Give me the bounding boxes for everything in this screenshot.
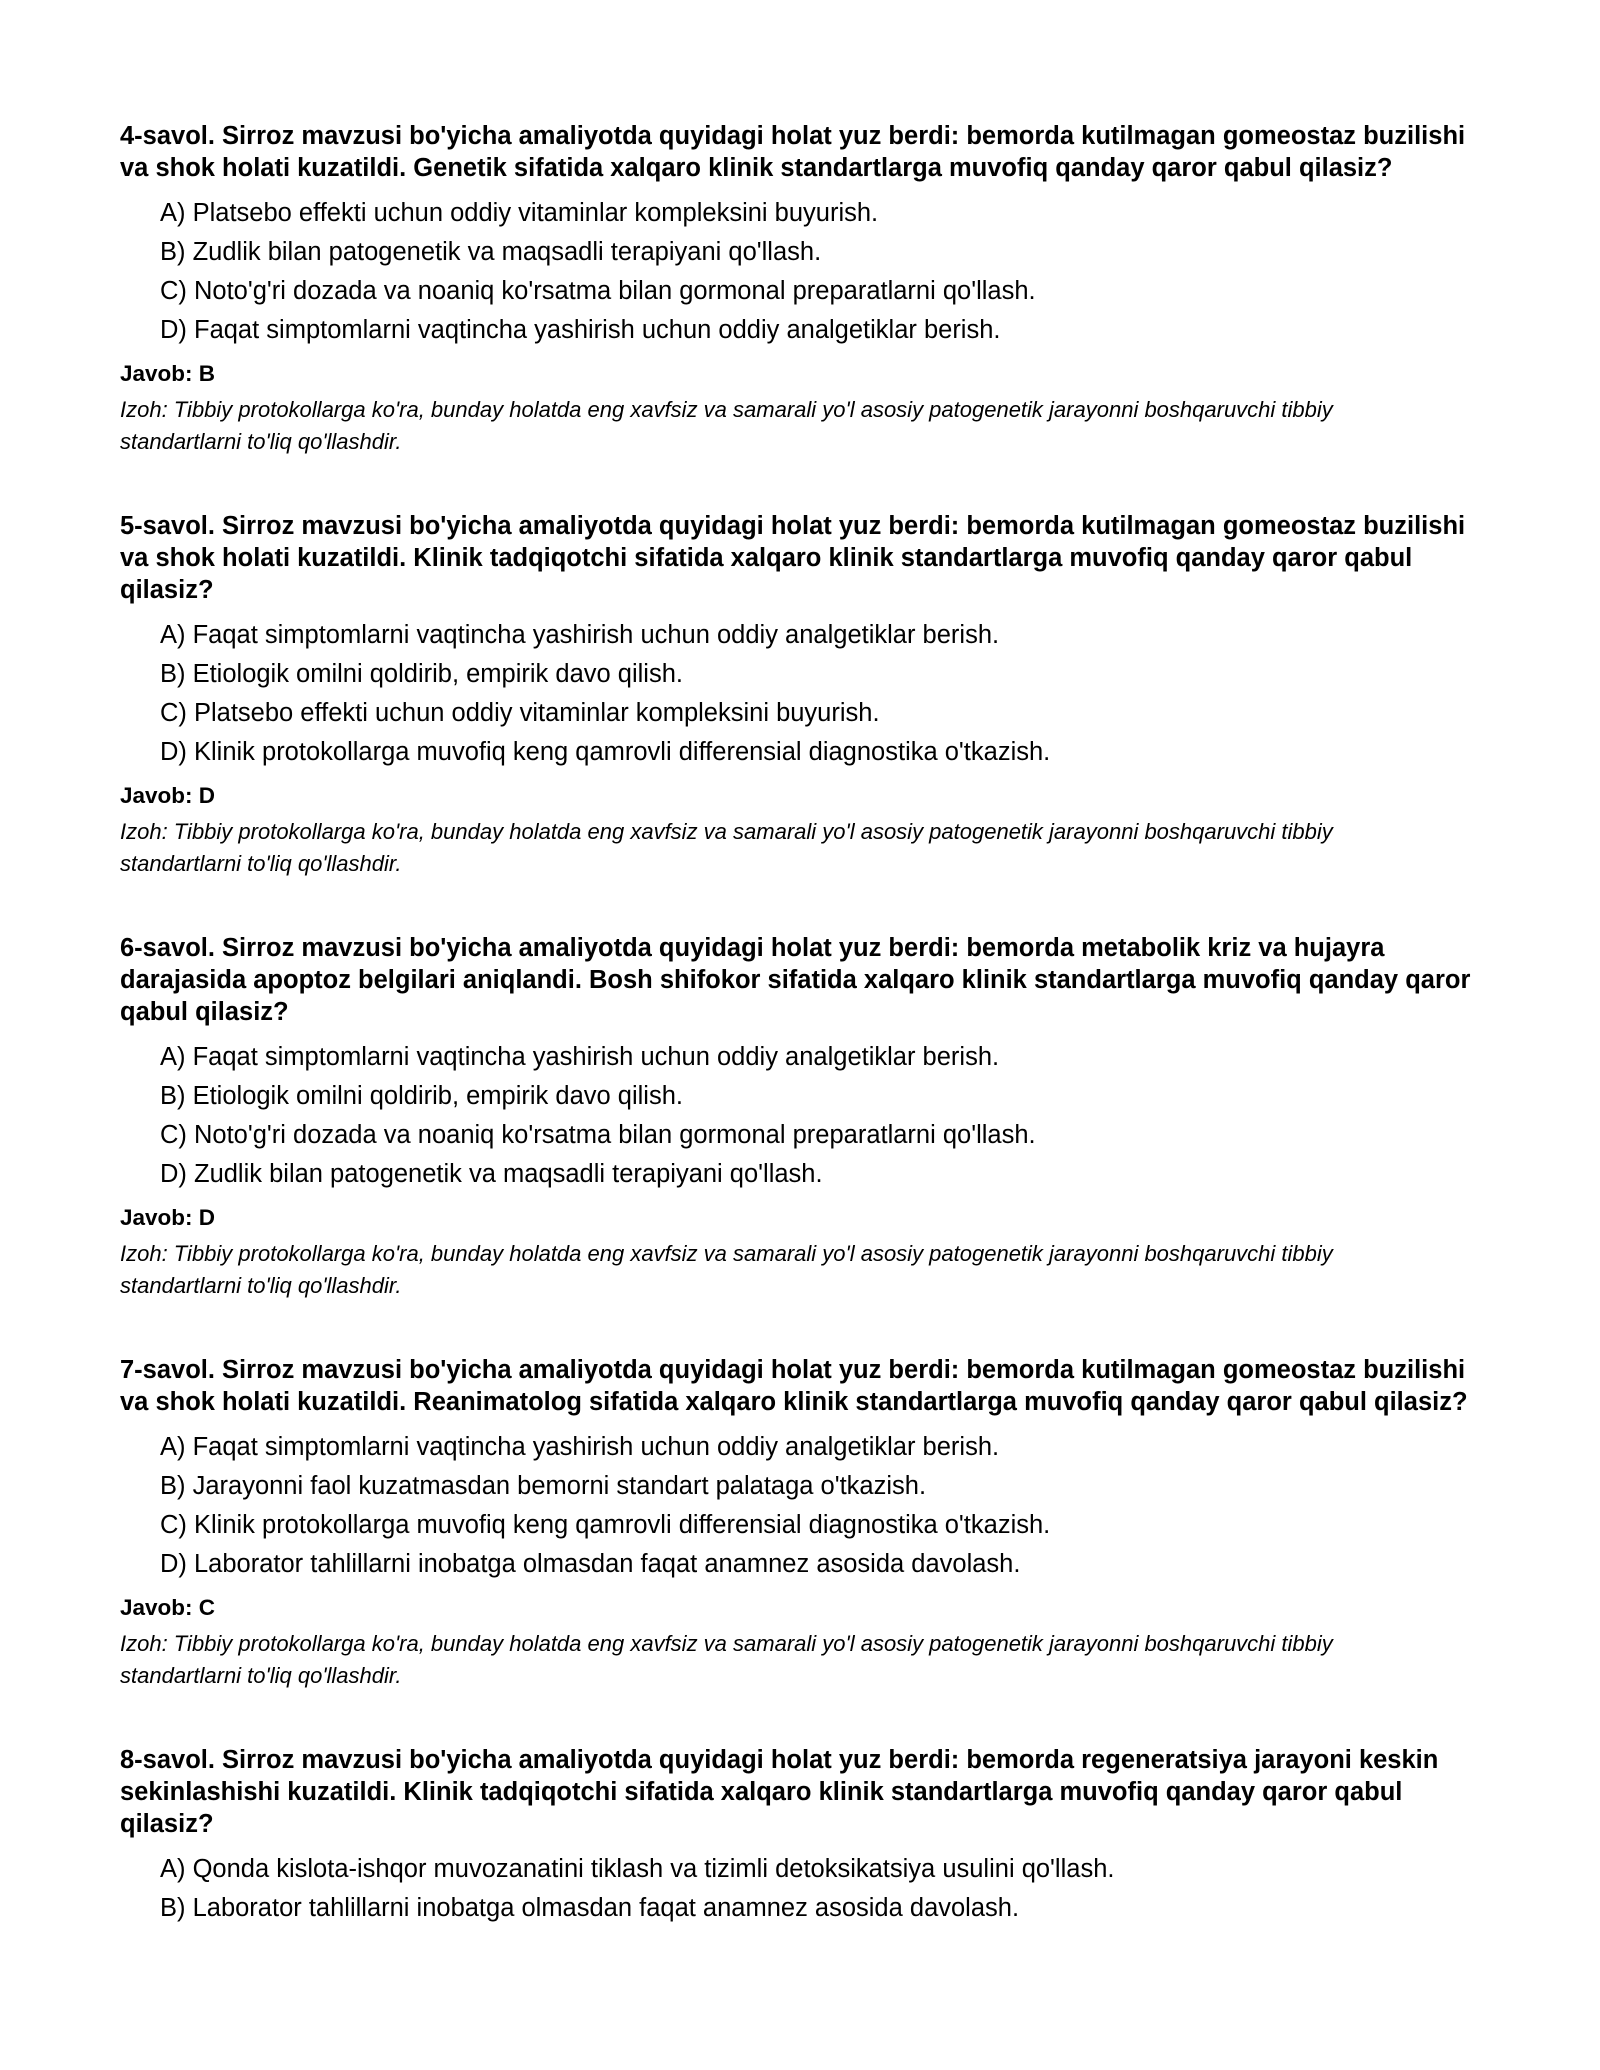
explanation-note: Izoh: Tibbiy protokollarga ko'ra, bunday holatda eng xavfsiz va samarali yo'l asosiy patogenetik jarayonni boshqaruvchi tibbiy standartlarni to'liq qo'llashdir. (120, 397, 1333, 454)
answer-label: Javob: D (120, 783, 216, 808)
option-b: B) Etiologik omilni qoldirib, empirik davo qilish. (160, 1082, 683, 1110)
question-block-4 (120, 120, 1500, 458)
options-list (160, 1850, 1500, 1928)
question-title: 4-savol. Sirroz mavzusi bo'yicha amaliyotda quyidagi holat yuz berdi: bemorda kutilmagan gomeostaz buzilishi va shok holati kuzatildi. Genetik sifatida xalqaro klinik standartlarga muvofiq qanday qaror qabul qilasiz? (120, 122, 1466, 182)
explanation-note: Izoh: Tibbiy protokollarga ko'ra, bunday holatda eng xavfsiz va samarali yo'l asosiy patogenetik jarayonni boshqaruvchi tibbiy standartlarni to'liq qo'llashdir. (120, 1241, 1333, 1298)
option-a: A) Faqat simptomlarni vaqtincha yashirish uchun oddiy analgetiklar berish. (160, 1433, 1000, 1461)
question-block-7 (120, 1354, 1500, 1692)
option-d: D) Faqat simptomlarni vaqtincha yashirish uchun oddiy analgetiklar berish. (160, 316, 1001, 344)
option-c: C) Klinik protokollarga muvofiq keng qamrovli differensial diagnostika o'tkazish. (160, 1511, 1051, 1539)
option-b: B) Jarayonni faol kuzatmasdan bemorni standart palataga o'tkazish. (160, 1472, 927, 1500)
option-a: A) Faqat simptomlarni vaqtincha yashirish uchun oddiy analgetiklar berish. (160, 1043, 1000, 1071)
option-a: A) Faqat simptomlarni vaqtincha yashirish uchun oddiy analgetiklar berish. (160, 621, 1000, 649)
question-title: 6-savol. Sirroz mavzusi bo'yicha amaliyotda quyidagi holat yuz berdi: bemorda metabolik kriz va hujayra darajasida apoptoz belgilari aniqlandi. Bosh shifokor sifatida xalqaro klinik standartlarga muvofiq qanday qaror qabul qilasiz? (120, 934, 1471, 1026)
option-d: D) Zudlik bilan patogenetik va maqsadli terapiyani qo'llash. (160, 1160, 823, 1188)
option-c: C) Platsebo effekti uchun oddiy vitaminlar kompleksini buyurish. (160, 699, 880, 727)
document-page (120, 120, 1500, 1980)
option-b: B) Laborator tahlillarni inobatga olmasdan faqat anamnez asosida davolash. (160, 1894, 1020, 1922)
option-d: D) Klinik protokollarga muvofiq keng qamrovli differensial diagnostika o'tkazish. (160, 738, 1051, 766)
question-block-6 (120, 932, 1500, 1302)
option-a: A) Platsebo effekti uchun oddiy vitaminlar kompleksini buyurish. (160, 199, 879, 227)
question-block-8 (120, 1744, 1500, 1928)
options-list (160, 1038, 1500, 1194)
option-b: B) Etiologik omilni qoldirib, empirik davo qilish. (160, 660, 683, 688)
explanation-note: Izoh: Tibbiy protokollarga ko'ra, bunday holatda eng xavfsiz va samarali yo'l asosiy patogenetik jarayonni boshqaruvchi tibbiy standartlarni to'liq qo'llashdir. (120, 1631, 1333, 1688)
option-c: C) Noto'g'ri dozada va noaniq ko'rsatma bilan gormonal preparatlarni qo'llash. (160, 277, 1036, 305)
option-c: C) Noto'g'ri dozada va noaniq ko'rsatma bilan gormonal preparatlarni qo'llash. (160, 1121, 1036, 1149)
option-a: A) Qonda kislota-ishqor muvozanatini tiklash va tizimli detoksikatsiya usulini qo'llash. (160, 1855, 1115, 1883)
answer-label: Javob: C (120, 1595, 216, 1620)
option-b: B) Zudlik bilan patogenetik va maqsadli terapiyani qo'llash. (160, 238, 822, 266)
question-block-5 (120, 510, 1500, 880)
answer-label: Javob: D (120, 1205, 216, 1230)
explanation-note: Izoh: Tibbiy protokollarga ko'ra, bunday holatda eng xavfsiz va samarali yo'l asosiy patogenetik jarayonni boshqaruvchi tibbiy standartlarni to'liq qo'llashdir. (120, 819, 1333, 876)
question-title: 8-savol. Sirroz mavzusi bo'yicha amaliyotda quyidagi holat yuz berdi: bemorda regeneratsiya jarayoni keskin sekinlashishi kuzatildi. Klinik tadqiqotchi sifatida xalqaro klinik standartlarga muvofiq qanday qaror qabul qilasiz? (120, 1746, 1439, 1838)
question-title: 5-savol. Sirroz mavzusi bo'yicha amaliyotda quyidagi holat yuz berdi: bemorda kutilmagan gomeostaz buzilishi va shok holati kuzatildi. Klinik tadqiqotchi sifatida xalqaro klinik standartlarga muvofiq qanday qaror qabul qilasiz? (120, 512, 1466, 604)
option-d: D) Laborator tahlillarni inobatga olmasdan faqat anamnez asosida davolash. (160, 1550, 1021, 1578)
question-title: 7-savol. Sirroz mavzusi bo'yicha amaliyotda quyidagi holat yuz berdi: bemorda kutilmagan gomeostaz buzilishi va shok holati kuzatildi. Reanimatolog sifatida xalqaro klinik standartlarga muvofiq qanday qaror qabul qilasiz? (120, 1356, 1468, 1416)
options-list (160, 194, 1500, 350)
options-list (160, 1428, 1500, 1584)
answer-label: Javob: B (120, 361, 216, 386)
options-list (160, 616, 1500, 772)
